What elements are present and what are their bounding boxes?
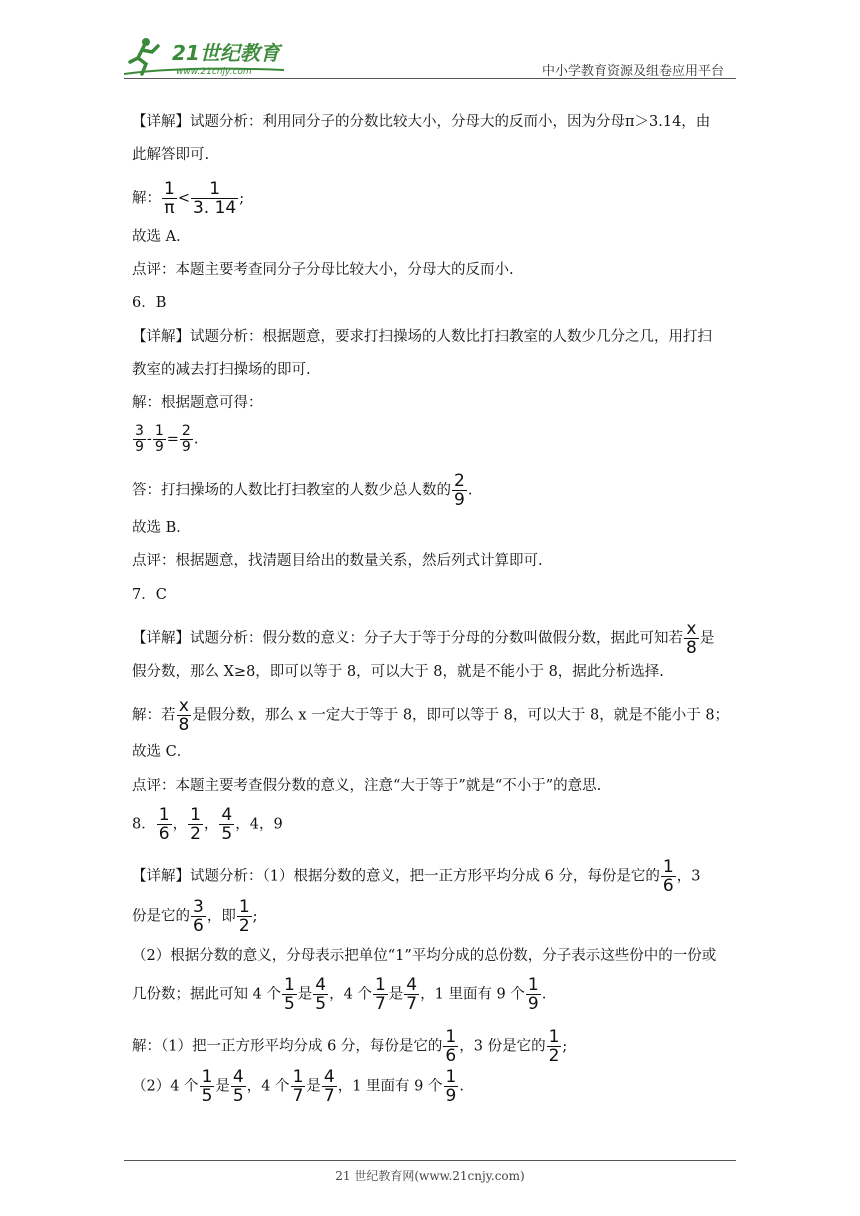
equation-line: 解：（1）把一正方形平均分成 6 分，每份是它的 $\frac{1}{6}$ ，3 份是它的 $\frac{1}{2}$ ; [132,1027,568,1066]
text-line: 点评：本题主要考查同分子分母比较大小，分母大的反而小. [132,262,514,278]
fraction: $\frac{1}{9}$ [445,1067,457,1106]
fraction: $\frac{x}{8}$ [686,619,697,658]
fraction: $\frac{2}{9}$ [454,471,465,510]
equation-line: （2）4 个 $\frac{1}{5}$ 是 $\frac{4}{5}$ ，4 个 $\frac{1}{7}$ 是 $\frac{4}{7}$ ，1 里面有 9 个 $\frac{1}{9}$ . [132,1067,464,1106]
equation-line: 【详解】试题分析：假分数的意义：分子大于等于分母的分数叫做假分数，据此可知若 $\frac{x}{8}$ 是 [132,619,715,658]
text-line: （2）根据分数的意义，分母表示把单位“1”平均分成的总份数，分子表示这些份中的一份或 [132,948,717,964]
answer-heading: 7．C [132,587,167,603]
fraction: $\frac{4}{5}$ [232,1067,244,1106]
equation-line: 份是它的 $\frac{3}{6}$ ，即 $\frac{1}{2}$ ; [132,897,258,936]
fraction: $\frac{4}{7}$ [406,975,418,1014]
equation-line: 【详解】试题分析：（1）根据分数的意义，把一正方形平均分成 6 分，每份是它的 $\frac{1}{6}$ ，3 [132,857,701,896]
fraction: $\frac{1}{5}$ [283,975,295,1014]
text-line: 教室的减去打扫操场的即可. [132,362,311,378]
footer-text[interactable]: 21 世纪教育网(www.21cnjy.com) [335,1169,525,1183]
logo-url: www.21cnjy.com [176,67,252,77]
header-slogan: 中小学教育资源及组卷应用平台 [541,64,724,79]
text-line: 故选 B． [132,520,191,536]
text-line: 点评：根据题意，找清题目给出的数量关系，然后列式计算即可. [132,553,543,569]
fraction: $\frac{2}{9}$ [181,423,191,455]
text-line: 【详解】试题分析：利用同分子的分数比较大小，分母大的反而小，因为分母π＞3.14，由 [132,114,711,130]
fraction: $\frac{1}{9}$ [154,423,164,455]
fraction: $\frac{1}{6}$ [158,805,170,844]
equation-line: 解：若 $\frac{x}{8}$ 是假分数，那么 x 一定大于等于 8，即可以等于 8，可以大于 8，就是不能小于 8； [132,696,730,735]
text-line: 点评：本题主要考查假分数的意义，注意“大于等于”就是“不小于”的意思. [132,778,602,794]
fraction: $\frac{x}{8}$ [178,696,190,735]
header-divider [124,78,736,79]
fraction: $\frac{1}{2}$ [190,805,201,844]
text-line: 【详解】试题分析：根据题意，要求打扫操场的人数比打扫教室的人数少几分之几，用打扫 [132,329,712,345]
equation-line: 答：打扫操场的人数比打扫教室的人数少总人数的 $\frac{2}{9}$ . [132,471,473,510]
text-line: 此解答即可. [132,147,210,163]
text-line: 故选 A． [132,229,191,245]
text-line: 解：根据题意可得： [132,395,263,411]
text-line: 假分数，那么 X≥8，即可以等于 8，可以大于 8，就是不能小于 8，据此分析选择. [132,664,664,680]
text-line: 故选 C． [132,744,192,760]
fraction: $\frac{4}{7}$ [323,1067,335,1106]
fraction: $\frac{1}{5}$ [201,1067,213,1106]
fraction: $\frac{1}{2}$ [238,897,250,936]
fraction: $\frac{1}{\pi}$ [164,179,175,218]
answer-heading: 6．B [132,295,167,311]
fraction: $\frac{1}{9}$ [527,975,539,1014]
fraction: $\frac{1}{7}$ [292,1067,304,1106]
answer-heading: 8． $\frac{1}{6}$ ， $\frac{1}{2}$ ， $\frac{4}{5}$ ，4，9 [132,805,283,844]
equation-line: 解： $\frac{1}{\pi}$ < $\frac{1}{3. 14}$ ; [132,179,245,218]
site-logo [124,34,294,80]
fraction: $\frac{1}{6}$ [445,1027,457,1066]
fraction: $\frac{1}{2}$ [548,1027,560,1066]
fraction: $\frac{3}{6}$ [193,897,204,936]
footer-divider [124,1160,736,1161]
fraction: $\frac{1}{6}$ [662,857,674,896]
logo-text: 21世纪教育 [172,41,280,65]
fraction: $\frac{1}{3. 14}$ [192,179,237,218]
equation-line: 几份数；据此可知 4 个 $\frac{1}{5}$ 是 $\frac{4}{5}$ ，4 个 $\frac{1}{7}$ 是 $\frac{4}{7}$ ，1 里面有 9 个 $\frac{1}{9}$ . [132,975,547,1014]
fraction: $\frac{3}{9}$ [135,423,144,455]
equation-line: $\frac{3}{9}$ - $\frac{1}{9}$ = $\frac{2}{9}$ . [135,423,199,455]
fraction: $\frac{1}{7}$ [374,975,386,1014]
fraction: $\frac{4}{5}$ [315,975,327,1014]
fraction: $\frac{4}{5}$ [221,805,233,844]
